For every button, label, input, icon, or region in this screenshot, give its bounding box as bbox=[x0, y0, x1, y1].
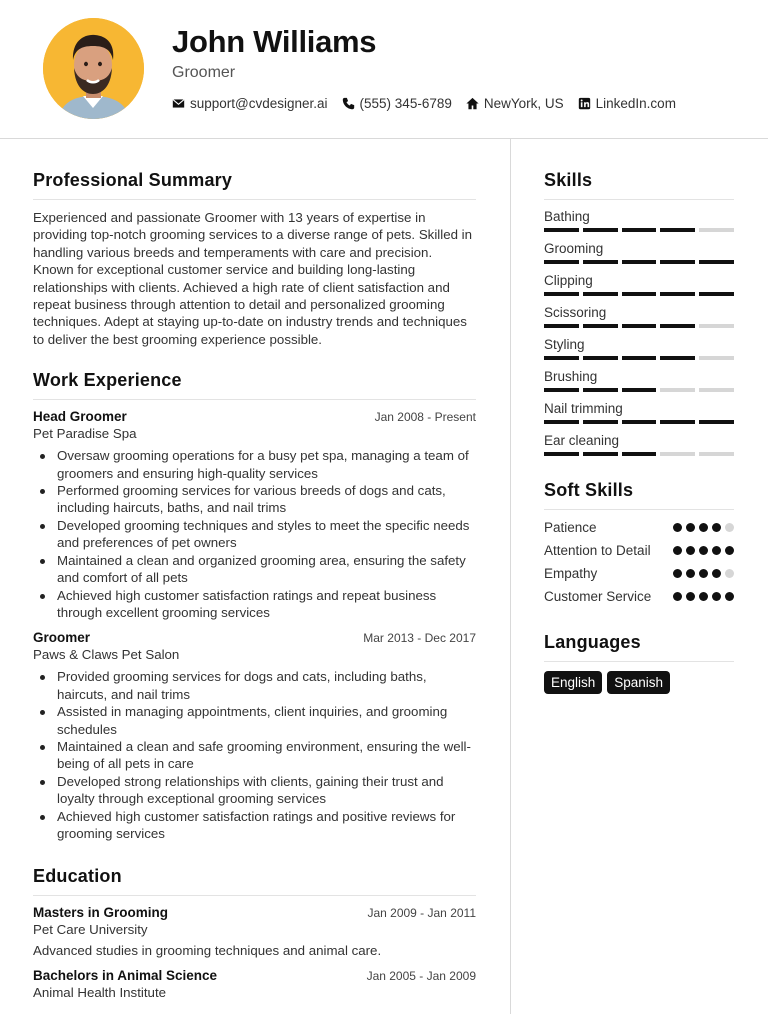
resume-header bbox=[0, 0, 768, 139]
list-item: Achieved high customer satisfaction ratings and repeat business through excellent grooming services bbox=[57, 587, 476, 622]
soft-skill-rating bbox=[673, 546, 734, 555]
skill-level-segment bbox=[699, 324, 734, 328]
skill-item bbox=[544, 241, 734, 264]
skill-level-segment bbox=[583, 228, 618, 232]
rating-dot bbox=[686, 523, 695, 532]
job-company: Paws & Claws Pet Salon bbox=[33, 647, 180, 663]
skill-level-segment bbox=[583, 452, 618, 456]
soft-skill-name: Customer Service bbox=[544, 589, 652, 604]
skill-level-segment bbox=[622, 420, 657, 424]
skill-level-bar bbox=[544, 356, 734, 360]
soft-skill-rating bbox=[673, 523, 734, 532]
skill-level-segment bbox=[699, 356, 734, 360]
rating-dot bbox=[686, 546, 695, 555]
languages-section bbox=[544, 632, 734, 694]
skill-level-segment bbox=[622, 388, 657, 392]
skill-level-segment bbox=[583, 420, 618, 424]
skill-level-segment bbox=[660, 260, 695, 264]
skill-name: Nail trimming bbox=[544, 401, 623, 416]
degree-title: Bachelors in Animal Science bbox=[33, 968, 218, 984]
skill-name: Bathing bbox=[544, 209, 590, 224]
soft-skills-list bbox=[544, 519, 734, 606]
skill-level-segment bbox=[544, 420, 579, 424]
list-item: Provided grooming services for dogs and cats, including baths, haircuts, and nail trims bbox=[57, 668, 476, 703]
skill-level-segment bbox=[660, 452, 695, 456]
contact-email-text: support@cvdesigner.ai bbox=[190, 96, 328, 111]
job-bullets bbox=[33, 447, 476, 621]
education-date: Jan 2005 - Jan 2009 bbox=[366, 969, 476, 984]
skill-level-segment bbox=[622, 452, 657, 456]
job-company: Pet Paradise Spa bbox=[33, 426, 137, 442]
skill-item bbox=[544, 337, 734, 360]
contact-list bbox=[172, 96, 676, 111]
job-title: Groomer bbox=[33, 630, 91, 646]
skill-level-segment bbox=[660, 388, 695, 392]
candidate-title: Groomer bbox=[172, 64, 236, 81]
summary-section bbox=[33, 170, 476, 348]
skill-name: Brushing bbox=[544, 369, 598, 384]
summary-text: Experienced and passionate Groomer with 13 years of expertise in providing top-notch grooming services to a diverse range of pets. Skilled in handling various breeds and temperaments with care and precision. Known for exceptional customer service and building long-lasting relationships with clients. Achieved a high rate of client satisfaction and repeat business through attention to detail and personalized grooming techniques. Adept at staying up-to-date on industry trends and techniques to deliver the best grooming experience possible. bbox=[33, 210, 473, 347]
rating-dot bbox=[673, 569, 682, 578]
contact-email[interactable] bbox=[172, 96, 328, 111]
job-date: Jan 2008 - Present bbox=[374, 410, 476, 425]
soft-skill-name: Patience bbox=[544, 520, 597, 535]
skills-section bbox=[544, 170, 734, 456]
contact-location-text: NewYork, US bbox=[483, 96, 564, 111]
rating-dot bbox=[725, 569, 734, 578]
education-entry bbox=[33, 968, 476, 1000]
list-item: Maintained a clean and safe grooming environment, ensuring the well-being of all pets in care bbox=[57, 738, 476, 773]
rating-dot bbox=[673, 592, 682, 601]
education-description: Advanced studies in grooming techniques and animal care. bbox=[33, 943, 382, 959]
rating-dot bbox=[699, 546, 708, 555]
skill-name: Grooming bbox=[544, 241, 604, 256]
language-tag: English bbox=[544, 671, 602, 694]
skill-level-segment bbox=[544, 260, 579, 264]
phone-icon bbox=[342, 97, 355, 110]
skill-item bbox=[544, 305, 734, 328]
skill-level-segment bbox=[583, 356, 618, 360]
rating-dot bbox=[673, 546, 682, 555]
skill-level-segment bbox=[544, 388, 579, 392]
rating-dot bbox=[712, 546, 721, 555]
skill-level-segment bbox=[544, 452, 579, 456]
rating-dot bbox=[699, 523, 708, 532]
skill-level-segment bbox=[622, 324, 657, 328]
job-entry bbox=[33, 630, 476, 842]
job-entry bbox=[33, 409, 476, 621]
column-divider bbox=[510, 139, 511, 1014]
job-bullets bbox=[33, 668, 476, 842]
skill-level-bar bbox=[544, 292, 734, 296]
rating-dot bbox=[725, 592, 734, 601]
list-item: Developed strong relationships with clients, gaining their trust and loyalty through exceptional grooming services bbox=[57, 773, 476, 808]
skill-level-segment bbox=[544, 228, 579, 232]
skill-level-segment bbox=[622, 260, 657, 264]
rating-dot bbox=[673, 523, 682, 532]
skill-name: Clipping bbox=[544, 273, 593, 288]
home-icon bbox=[466, 97, 479, 110]
skill-level-segment bbox=[544, 292, 579, 296]
rating-dot bbox=[712, 523, 721, 532]
contact-phone[interactable] bbox=[342, 96, 452, 111]
rating-dot bbox=[725, 523, 734, 532]
skill-level-segment bbox=[699, 260, 734, 264]
education-section bbox=[33, 866, 476, 1000]
skill-name: Scissoring bbox=[544, 305, 607, 320]
rating-dot bbox=[686, 569, 695, 578]
section-heading: Education bbox=[33, 866, 476, 896]
rating-dot bbox=[686, 592, 695, 601]
education-entry bbox=[33, 905, 476, 958]
skill-level-segment bbox=[660, 292, 695, 296]
list-item: Oversaw grooming operations for a busy pet spa, managing a team of groomers and ensuring high-quality services bbox=[57, 447, 476, 482]
soft-skill-rating bbox=[673, 569, 734, 578]
section-heading: Work Experience bbox=[33, 370, 476, 400]
school-name: Pet Care University bbox=[33, 922, 148, 938]
contact-phone-text: (555) 345-6789 bbox=[359, 96, 452, 111]
soft-skill-item bbox=[544, 588, 734, 606]
skill-level-segment bbox=[622, 356, 657, 360]
contact-linkedin-text: LinkedIn.com bbox=[595, 96, 676, 111]
soft-skill-item bbox=[544, 565, 734, 583]
skill-level-segment bbox=[699, 228, 734, 232]
skill-level-segment bbox=[544, 324, 579, 328]
soft-skill-rating bbox=[673, 592, 734, 601]
candidate-name: John Williams bbox=[172, 24, 377, 59]
skill-level-segment bbox=[583, 292, 618, 296]
skill-level-segment bbox=[699, 388, 734, 392]
soft-skill-item bbox=[544, 542, 734, 560]
main-column bbox=[33, 170, 476, 1010]
profile-photo-illustration bbox=[43, 18, 144, 119]
skill-level-segment bbox=[699, 452, 734, 456]
soft-skill-item bbox=[544, 519, 734, 537]
skill-item bbox=[544, 401, 734, 424]
language-tags bbox=[544, 671, 734, 694]
list-item: Performed grooming services for various breeds of dogs and cats, including haircuts, baths, and nail trims bbox=[57, 482, 476, 517]
envelope-icon bbox=[172, 97, 185, 110]
list-item: Maintained a clean and organized grooming area, ensuring the safety and comfort of all pets bbox=[57, 552, 476, 587]
skill-name: Ear cleaning bbox=[544, 433, 620, 448]
skill-level-segment bbox=[544, 356, 579, 360]
school-name: Animal Health Institute bbox=[33, 985, 167, 1001]
skills-list bbox=[544, 209, 734, 456]
skill-level-segment bbox=[583, 324, 618, 328]
skill-level-bar bbox=[544, 388, 734, 392]
experience-section bbox=[33, 370, 476, 842]
list-item: Assisted in managing appointments, client inquiries, and grooming schedules bbox=[57, 703, 476, 738]
skill-item bbox=[544, 369, 734, 392]
skill-item bbox=[544, 209, 734, 232]
section-heading: Professional Summary bbox=[33, 170, 476, 200]
skill-level-segment bbox=[699, 420, 734, 424]
rating-dot bbox=[712, 592, 721, 601]
skill-level-segment bbox=[622, 292, 657, 296]
contact-linkedin[interactable] bbox=[578, 96, 676, 111]
skill-level-segment bbox=[583, 388, 618, 392]
skill-item bbox=[544, 273, 734, 296]
contact-location bbox=[466, 96, 564, 111]
skill-level-bar bbox=[544, 260, 734, 264]
skill-level-segment bbox=[660, 324, 695, 328]
skill-level-bar bbox=[544, 324, 734, 328]
skill-level-segment bbox=[660, 228, 695, 232]
rating-dot bbox=[725, 546, 734, 555]
list-item: Developed grooming techniques and styles to meet the specific needs and preferences of pet owners bbox=[57, 517, 476, 552]
skill-level-segment bbox=[660, 356, 695, 360]
list-item: Achieved high customer satisfaction ratings and positive reviews for grooming services bbox=[57, 808, 476, 843]
skill-level-bar bbox=[544, 452, 734, 456]
soft-skill-name: Empathy bbox=[544, 566, 598, 581]
skill-level-segment bbox=[699, 292, 734, 296]
skill-level-segment bbox=[660, 420, 695, 424]
skill-level-segment bbox=[622, 228, 657, 232]
skill-level-segment bbox=[583, 260, 618, 264]
section-heading: Skills bbox=[544, 170, 734, 200]
section-heading: Soft Skills bbox=[544, 480, 734, 510]
avatar bbox=[43, 18, 144, 119]
degree-title: Masters in Grooming bbox=[33, 905, 169, 921]
skill-level-bar bbox=[544, 228, 734, 232]
section-heading: Languages bbox=[544, 632, 734, 662]
job-title: Head Groomer bbox=[33, 409, 127, 425]
job-date: Mar 2013 - Dec 2017 bbox=[363, 631, 476, 646]
linkedin-icon bbox=[578, 97, 591, 110]
skill-name: Styling bbox=[544, 337, 585, 352]
language-tag: Spanish bbox=[607, 671, 670, 694]
skill-level-bar bbox=[544, 420, 734, 424]
soft-skills-section bbox=[544, 480, 734, 606]
sidebar-column bbox=[544, 170, 734, 694]
skill-item bbox=[544, 433, 734, 456]
soft-skill-name: Attention to Detail bbox=[544, 543, 651, 558]
rating-dot bbox=[699, 592, 708, 601]
rating-dot bbox=[712, 569, 721, 578]
education-date: Jan 2009 - Jan 2011 bbox=[367, 906, 476, 921]
rating-dot bbox=[699, 569, 708, 578]
